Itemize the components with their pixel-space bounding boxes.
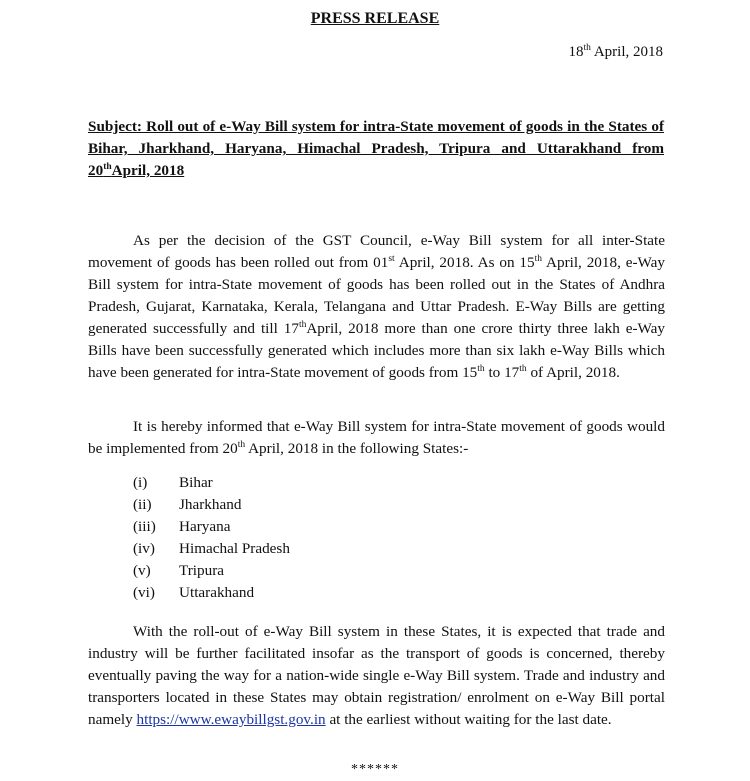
list-item-number: (i) [133,474,148,491]
list-item [133,582,290,604]
list-item-number: (vi) [133,584,155,601]
list-item-state: Uttarakhand [179,584,255,601]
subject-line: Subject: Roll out of e-Way Bill system for intra-State movement of goods in the States of Bihar, Jharkhand, Haryana, Himachal Pradesh, Tripura and Uttarakhand from 20thApril, 2018 [88,118,664,179]
list-item-state: Tripura [179,562,225,579]
list-item-number: (iv) [133,540,155,557]
list-item-state: Jharkhand [179,496,242,513]
release-date: 18th April, 2018 [568,43,663,60]
states-list [133,472,290,604]
list-item-state: Haryana [179,518,231,535]
list-item-number: (ii) [133,496,152,513]
list-item [133,560,290,582]
paragraph-rollout-status: As per the decision of the GST Council, e-Way Bill system for all inter-State movement of goods has been rolled out from 01st April, 2018. As on 15th April, 2018, e-Way Bill system for intra-State movement of goods has been rolled out in the States of Andhra Pradesh, Gujarat, Karnataka, Kerala, Telangana and Uttar Pradesh. E-Way Bills are getting generated successfully and till 17thApril, 2018 more than one crore thirty three lakh e-Way Bills have been successfully generated which includes more than six lakh e-Way Bills which have been generated for intra-State movement of goods from 15th to 17th of April, 2018. [88,232,666,381]
eway-portal-link[interactable]: https://www.ewaybillgst.gov.in [136,711,326,728]
page-title: PRESS RELEASE [310,10,440,27]
list-item [133,472,290,494]
list-item [133,538,290,560]
list-item [133,494,290,516]
list-item [133,516,290,538]
paragraph-implementation-notice: It is hereby informed that e-Way Bill system for intra-State movement of goods would be implemented from 20th April, 2018 in the following States:- [88,418,665,457]
end-marker: ****** [351,762,399,777]
list-item-number: (v) [133,562,151,579]
list-item-state: Himachal Pradesh [179,540,290,557]
list-item-number: (iii) [133,518,156,535]
list-item-state: Bihar [179,474,213,491]
paragraph-registration-info: With the roll-out of e-Way Bill system in these States, it is expected that trade and industry will be further facilitated insofar as the transport of goods is concerned, thereby eventually paving the way for a nation-wide single e-Way Bill system. Trade and industry and transporters located in these States may obtain registration/ enrolment on e-Way Bill portal namely https://www.ewaybillgst.gov.in at the earliest without waiting for the last date. [88,623,665,728]
